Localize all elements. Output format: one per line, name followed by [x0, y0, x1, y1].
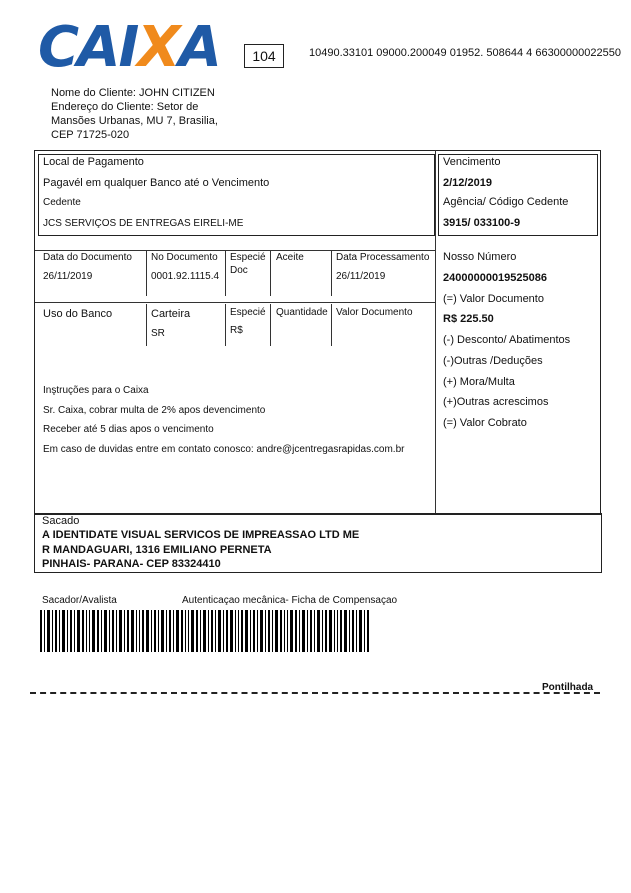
col-divider-3 [270, 250, 271, 296]
col-divider-7 [270, 304, 271, 346]
digitable-line: 10490.33101 09000.200049 01952. 508644 4 66300000022550 [309, 47, 621, 59]
data-processamento-value: 26/11/2019 [336, 271, 386, 282]
col-divider-2 [225, 250, 226, 296]
cedente-label: Cedente [43, 197, 81, 208]
sacado-city: PINHAIS- PARANA- CEP 83324410 [42, 558, 221, 570]
quantidade-label: Quantidade [276, 307, 328, 318]
col-divider-8 [331, 304, 332, 346]
data-documento-label: Data do Documento [43, 252, 132, 263]
data-documento-value: 26/11/2019 [43, 271, 93, 282]
autenticacao-label: Autenticaçao mecânica- Ficha de Compensaçao [182, 595, 398, 606]
instrucoes-line-1: Sr. Caixa, cobrar multa de 2% apos devencimento [43, 405, 266, 416]
bank-code: 104 [244, 44, 284, 68]
instrucoes-line-3: Em caso de duvidas entre em contato conosco: andre@jcentregasrapidas.com.br [43, 444, 405, 455]
client-address-2: Mansões Urbanas, MU 7, Brasilia, [51, 115, 218, 127]
col-divider-4 [331, 250, 332, 296]
valor-documento-label: Valor Documento [336, 307, 413, 318]
main-divider [435, 150, 436, 513]
local-pagamento-label: Local de Pagamento [43, 156, 144, 168]
aceite-label: Aceite [276, 252, 304, 263]
instrucoes-title: Inştruções para o Caixa [43, 385, 149, 396]
client-address-1: Endereço do Cliente: Setor de [51, 101, 199, 113]
client-info [51, 86, 251, 142]
nosso-numero-value: 24000000019525086 [443, 272, 548, 284]
cedente-value: JCS SERVIÇOS DE ENTREGAS EIRELI-ME [43, 218, 244, 229]
col-divider-1 [146, 250, 147, 296]
especie-doc-label: Especié [230, 252, 266, 263]
especie-value: R$ [230, 325, 243, 336]
agencia-label: Agência/ Código Cedente [443, 196, 569, 208]
instrucoes-line-2: Receber até 5 dias apos o vencimento [43, 424, 214, 435]
sacado-label: Sacado [42, 515, 80, 527]
sacado-name: A IDENTIDATE VISUAL SERVICOS DE IMPREASSAO LTD ME [42, 529, 360, 541]
no-documento-label: No Documento [151, 252, 218, 263]
sacador-avalista-label: Sacador/Avalista [42, 595, 117, 606]
col-divider-6 [225, 304, 226, 346]
no-documento-value: 0001.92.1115.4 [151, 271, 220, 282]
carteira-label: Carteira [151, 308, 191, 320]
mora-multa-label: (+) Mora/Multa [443, 376, 515, 388]
sacado-address: R MANDAGUARI, 1316 EMILIANO PERNETA [42, 544, 272, 556]
vencimento-value: 2/12/2019 [443, 177, 492, 189]
valor-documento-right-label: (=) Valor Documento [443, 293, 544, 305]
agencia-value: 3915/ 033100-9 [443, 217, 521, 229]
pontilhada-label: Pontilhada [542, 682, 594, 693]
col-divider-5 [146, 304, 147, 346]
caixa-logo: CAIXA [38, 15, 220, 80]
uso-banco-label: Uso do Banco [43, 308, 113, 320]
especie-label: Especié [230, 307, 266, 318]
carteira-value: SR [151, 328, 165, 339]
doc-row-divider-2 [35, 302, 435, 303]
desconto-label: (-) Desconto/ Abatimentos [443, 334, 571, 346]
vencimento-label: Vencimento [443, 156, 501, 168]
client-name: Nome do Cliente: JOHN CITIZEN [51, 87, 215, 99]
barcode [40, 610, 370, 652]
especie-doc-label-2: Doc [230, 265, 248, 276]
outras-deducoes-label: (-)Outras /Deduções [443, 355, 543, 367]
cut-line [30, 692, 600, 694]
valor-cobrado-label: (=) Valor Cobrato [443, 417, 527, 429]
data-processamento-label: Data Processamento [336, 252, 430, 263]
outros-acrescimos-label: (+)Outras acrescimos [443, 396, 549, 408]
nosso-numero-label: Nosso Número [443, 251, 517, 263]
local-pagamento-value: Pagavél em qualquer Banco até o Vencimento [43, 177, 270, 189]
doc-row-divider [35, 250, 435, 251]
client-cep: CEP 71725-020 [51, 129, 130, 141]
valor-documento-right-value: R$ 225.50 [443, 313, 494, 325]
